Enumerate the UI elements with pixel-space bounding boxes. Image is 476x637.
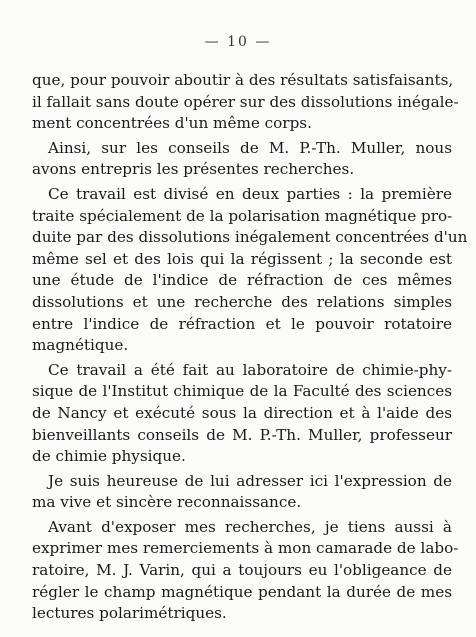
text-line: que, pour pouvoir aboutir à des résultats satisfaisants,	[32, 71, 454, 89]
text-line: sique de l'Institut chimique de la Faculté des sciences	[32, 382, 452, 401]
text-line: traite spécialement de la polarisation magnétique pro-	[32, 206, 453, 225]
paragraph	[32, 138, 452, 181]
text-line: entre l'indice de réfraction et le pouvoir rotatoire	[32, 314, 452, 333]
body-text	[32, 70, 468, 625]
text-line: ratoire, M. J. Varin, qui a toujours eu l'obligeance de	[32, 561, 452, 580]
paragraph	[32, 70, 459, 135]
page-number: — 10 —	[204, 34, 272, 50]
text-line: Ce travail a été fait au laboratoire de chimie-phy-	[48, 360, 452, 379]
text-line: dissolutions et une recherche des relations simples	[32, 292, 452, 311]
text-line: exprimer mes remerciements à mon camarade de labo-	[32, 539, 459, 558]
text-line: magnétique.	[32, 336, 129, 355]
text-line: avons entrepris les présentes recherches.	[32, 160, 355, 179]
text-line: Ce travail est divisé en deux parties : la première	[48, 184, 452, 203]
text-line: il fallait sans doute opérer sur des dissolutions inégale-	[32, 92, 459, 111]
text-line: bienveillants conseils de M. P.-Th. Muller, professeur	[32, 425, 452, 444]
text-line: de Nancy et exécuté sous la direction et à l'aide des	[32, 403, 452, 422]
text-line: régler le champ magnétique pendant la durée de mes	[32, 582, 452, 601]
text-line: Je suis heureuse de lui adresser ici l'expression de	[48, 471, 452, 490]
text-line: ma vive et sincère reconnaissance.	[32, 493, 302, 512]
paragraph	[32, 360, 452, 468]
text-line: ment concentrées d'un même corps.	[32, 114, 312, 133]
text-line: Ainsi, sur les conseils de M. P.-Th. Muller, nous	[48, 138, 452, 157]
paragraph	[32, 471, 452, 514]
text-line: une étude de l'indice de réfraction de ces mêmes	[32, 271, 452, 290]
text-line: de chimie physique.	[32, 447, 186, 466]
paragraph	[32, 517, 459, 625]
paragraph	[32, 184, 468, 357]
text-line: lectures polarimétriques.	[32, 604, 227, 623]
text-line: Avant d'exposer mes recherches, je tiens aussi à	[48, 517, 452, 536]
text-line: même sel et des lois qui la régissent ; la seconde est	[32, 249, 452, 268]
text-line: duite par des dissolutions inégalement concentrées d'un	[32, 228, 468, 247]
